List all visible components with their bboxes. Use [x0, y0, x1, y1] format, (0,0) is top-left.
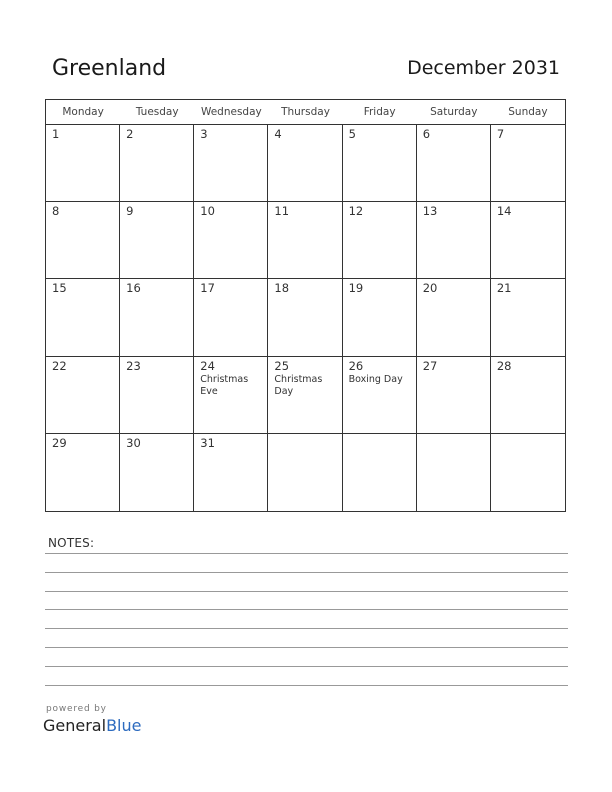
day-number: 3: [200, 127, 208, 141]
weekday-header: Wednesday: [200, 106, 262, 118]
day-cell: [268, 125, 342, 202]
day-cell: [120, 434, 194, 511]
generalblue-logo: [43, 716, 141, 735]
day-cell: [268, 357, 342, 434]
weekday-header: Monday: [62, 106, 104, 118]
calendar-grid: [45, 99, 566, 512]
weekday-header: Friday: [363, 106, 396, 118]
weekday-header: Tuesday: [135, 106, 179, 118]
day-cell: [120, 202, 194, 279]
weekday-header: Sunday: [508, 106, 548, 118]
day-cell: [120, 279, 194, 356]
day-cell: [120, 125, 194, 202]
note-line: [45, 685, 568, 686]
day-number: 12: [348, 204, 364, 219]
calendar-month-title: December 2031: [407, 57, 560, 79]
day-number: 5: [348, 127, 356, 141]
weekday-header: Thursday: [281, 106, 330, 118]
day-cell: [491, 125, 565, 202]
day-cell: [46, 125, 120, 202]
holiday-label: Christmas Eve: [200, 373, 249, 397]
day-number: 27: [422, 358, 438, 373]
notes-label: NOTES:: [48, 536, 95, 550]
day-number: 14: [496, 204, 512, 219]
note-line: [45, 647, 568, 648]
day-cell: [46, 357, 120, 434]
day-number: 21: [496, 281, 512, 296]
day-cell: [268, 279, 342, 356]
day-cell: [343, 125, 417, 202]
day-cell: [491, 202, 565, 279]
day-number: 7: [496, 127, 505, 141]
day-number: 20: [422, 281, 438, 296]
calendar-country-title: Greenland: [52, 56, 167, 81]
day-cell: [417, 357, 491, 434]
day-number: 11: [274, 204, 290, 219]
day-number: 24: [200, 358, 215, 373]
day-number: 22: [52, 358, 67, 373]
day-number: 25: [274, 358, 290, 373]
logo-blue-text: Blue: [106, 716, 142, 735]
day-cell: [120, 357, 194, 434]
weekday-header: Saturday: [430, 106, 478, 118]
note-line: [45, 666, 568, 667]
day-cells: [46, 125, 565, 511]
day-number: 8: [52, 204, 60, 219]
day-number: 9: [126, 204, 134, 219]
day-number: 6: [422, 127, 431, 141]
logo-general-text: General: [43, 716, 107, 735]
day-cell: [268, 434, 342, 511]
day-cell: [194, 279, 268, 356]
day-cell: [46, 434, 120, 511]
day-cell: [491, 434, 565, 511]
note-line: [45, 553, 568, 554]
day-cell: [194, 357, 268, 434]
day-number: 4: [274, 127, 282, 141]
note-line: [45, 609, 568, 610]
day-number: 1: [52, 127, 60, 141]
day-number: 10: [200, 204, 215, 219]
day-cell: [491, 279, 565, 356]
day-number: 16: [126, 281, 141, 296]
holiday-label: Boxing Day: [348, 373, 403, 385]
note-line: [45, 572, 568, 573]
day-cell: [46, 279, 120, 356]
day-cell: [491, 357, 565, 434]
day-cell: [343, 202, 417, 279]
note-line: [45, 628, 568, 629]
powered-by-text: powered by: [46, 704, 107, 714]
day-number: 13: [422, 204, 438, 219]
day-number: 30: [126, 435, 141, 450]
holiday-label: Christmas Day: [274, 373, 323, 397]
day-number: 31: [200, 435, 215, 450]
day-cell: [417, 202, 491, 279]
day-cell: [343, 279, 417, 356]
day-number: 17: [200, 281, 215, 296]
day-number: 26: [348, 358, 364, 373]
day-cell: [268, 202, 342, 279]
note-line: [45, 591, 568, 592]
day-number: 18: [274, 281, 290, 296]
day-number: 28: [496, 358, 512, 373]
day-cell: [194, 434, 268, 511]
day-number: 19: [348, 281, 364, 296]
day-cell: [194, 125, 268, 202]
day-number: 15: [52, 281, 67, 296]
day-cell: [417, 434, 491, 511]
day-number: 2: [126, 127, 134, 141]
day-cell: [417, 125, 491, 202]
day-cell: [343, 434, 417, 511]
day-cell: [343, 357, 417, 434]
day-number: 29: [52, 435, 67, 450]
weekday-header-row: [46, 100, 565, 125]
day-cell: [417, 279, 491, 356]
day-number: 23: [126, 358, 141, 373]
day-cell: [46, 202, 120, 279]
day-cell: [194, 202, 268, 279]
